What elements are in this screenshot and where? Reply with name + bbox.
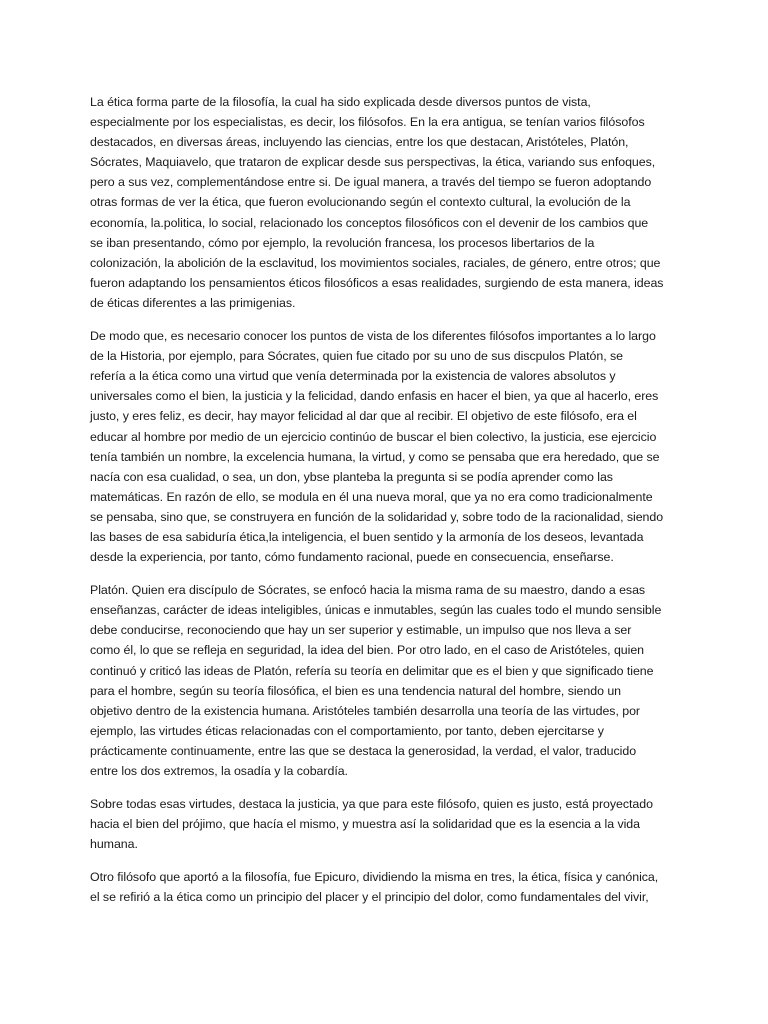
paragraph-justicia: Sobre todas esas virtudes, destaca la justicia, ya que para este filósofo, quien es justo, está proyectado hacia el bien del prójimo, que hacía el mismo, y muestra así la solidaridad que es la esencia a la vida humana. <box>90 797 653 852</box>
document-body <box>90 92 682 921</box>
paragraph-socrates: De modo que, es necesario conocer los puntos de vista de los diferentes filósofos importantes a lo largo de la Historia, por ejemplo, para Sócrates, quien fue citado por su uno de sus discpulos Platón, se refería a la ética como una virtud que venía determinada por la existencia de valores absolutos y universales como el bien, la justicia y la felicidad, dando enfasis en hacer el bien, ya que al hacerlo, eres justo, y eres feliz, es decir, hay mayor felicidad al dar que al recibir. El objetivo de este filósofo, era el educar al hombre por medio de un ejercicio continúo de buscar el bien colectivo, la justicia, ese ejercicio tenía también un nombre, la excelencia humana, la virtud, y como se pensaba que era heredado, que se nacía con esa cualidad, o sea, un don, ybse planteba la pregunta si se podía aprender como las matemáticas. En razón de ello, se modula en él una nueva moral, que ya no era como tradicionalmente se pensaba, sino que, se construyera en función de la solidaridad y, sobre todo de la racionalidad, siendo las bases de esa sabiduría ética,la inteligencia, el buen sentido y la armonía de los deseos, levantada desde la experiencia, por tanto, cómo fundamento racional, puede en consecuencia, enseñarse. <box>90 329 664 565</box>
paragraph-etica-intro: La ética forma parte de la filosofía, la cual ha sido explicada desde diversos puntos de vista, especialmente por los especialistas, es decir, los filósofos. En la era antigua, se tenían varios filósofos destacados, en diversas áreas, incluyendo las ciencias, entre los que destacan, Aristóteles, Platón, Sócrates, Maquiavelo, que trataron de explicar desde sus perspectivas, la ética, variando sus enfoques, pero a sus vez, complementándose entre si. De igual manera, a través del tiempo se fueron adoptando otras formas de ver la ética, que fueron evolucionando según el contexto cultural, la evolución de la economía, la.politica, lo social, relacionado los conceptos filosóficos con el devenir de los cambios que se iban presentando, cómo por ejemplo, la revolución francesa, los procesos libertarios de la colonización, la abolición de la esclavitud, los movimientos sociales, raciales, de género, entre otros; que fueron adaptando los pensamientos éticos filosóficos a esas realidades, surgiendo de esta manera, ideas de éticas diferentes a las primigenias. <box>90 95 664 310</box>
paragraph-platon-aristoteles: Platón. Quien era discípulo de Sócrates, se enfocó hacia la misma rama de su maestro, dando a esas enseñanzas, carácter de ideas inteligibles, únicas e inmutables, según las cuales todo el mundo sensible debe conducirse, reconociendo que hay un ser superior y estimable, un impulso que nos lleva a ser como él, lo que se refleja en seguridad, la idea del bien. Por otro lado, en el caso de Aristóteles, quien continuó y criticó las ideas de Platón, refería su teoría en delimitar que es el bien y que significado tiene para el hombre, según su teoría filosófica, el bien es una tendencia natural del hombre, siendo un objetivo dentro de la existencia humana. Aristóteles también desarrolla una teoría de las virtudes, por ejemplo, las virtudes éticas relacionadas con el comportamiento, por tanto, deben ejercitarse y prácticamente continuamente, entre las que se destaca la generosidad, la verdad, el valor, traducido entre los dos extremos, la osadía y la cobardía. <box>90 583 662 778</box>
paragraph-epicuro: Otro filósofo que aportó a la filosofía, fue Epicuro, dividiendo la misma en tres, la ética, física y canónica, el se refirió a la ética como un principio del placer y el principio del dolor, como fundamentales del vivir, <box>90 870 659 905</box>
